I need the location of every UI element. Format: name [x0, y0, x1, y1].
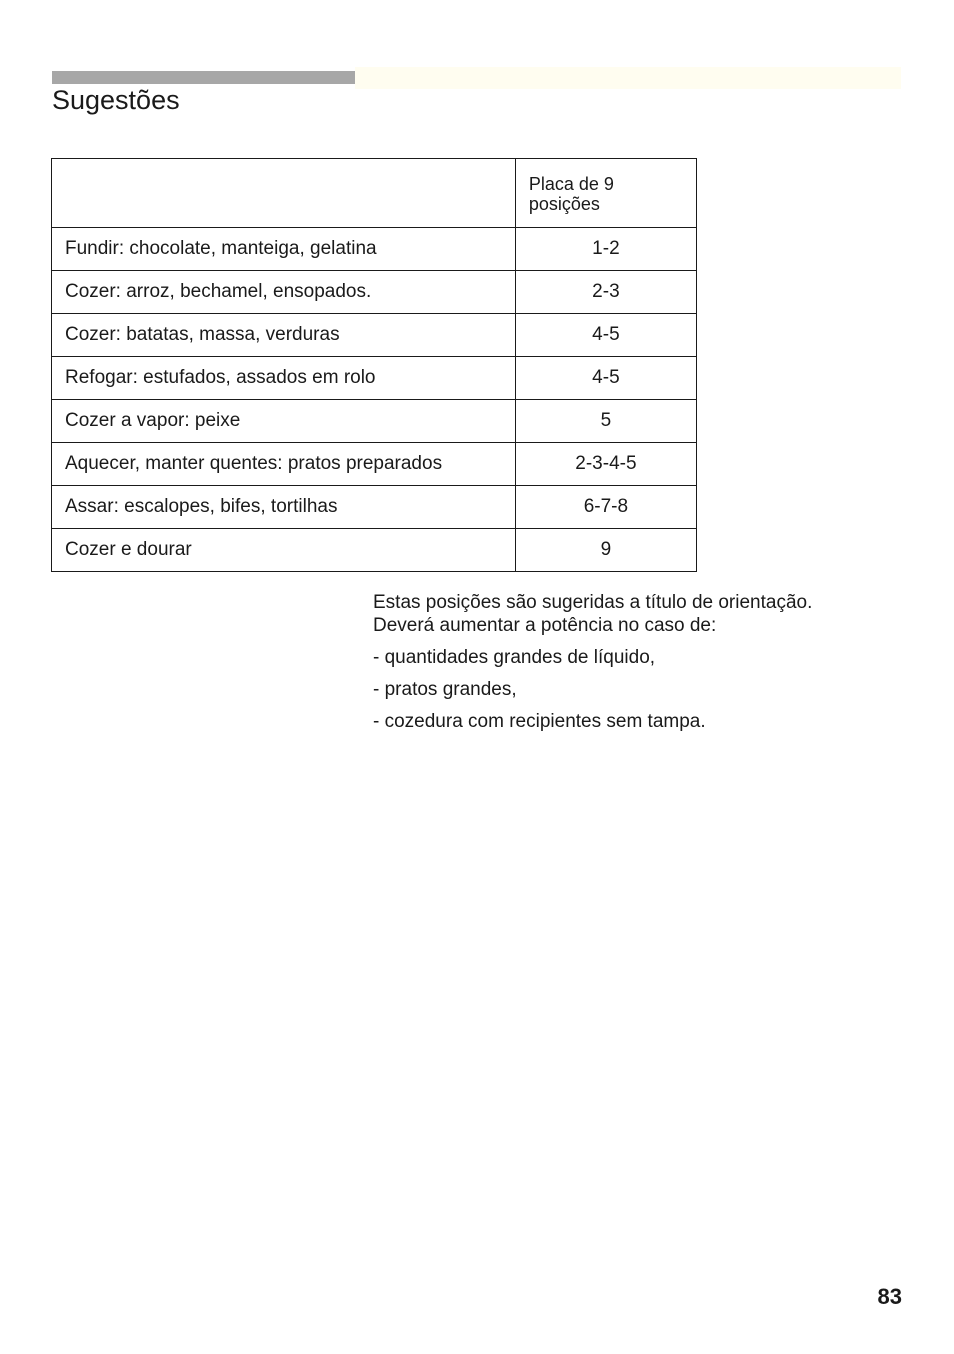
table-cell-level: 4-5	[515, 314, 696, 357]
table-row	[52, 443, 697, 486]
table-cell-food: Fundir: chocolate, manteiga, gelatina	[52, 228, 516, 271]
header-bar-cream	[355, 67, 901, 89]
table-header-food	[52, 159, 516, 228]
page-number: 83	[877, 1284, 902, 1309]
table-cell-food: Refogar: estufados, assados em rolo	[52, 357, 516, 400]
notes-bullet: - pratos grandes,	[373, 679, 517, 700]
table-row	[52, 357, 697, 400]
table-cell-food: Assar: escalopes, bifes, tortilhas	[52, 486, 516, 529]
table-cell-food: Aquecer, manter quentes: pratos preparados	[52, 443, 516, 486]
suggestions-table	[51, 158, 697, 572]
notes-block	[373, 591, 893, 742]
notes-line-2: Deverá aumentar a potência no caso de:	[373, 615, 717, 636]
table-row	[52, 228, 697, 271]
table-cell-level: 2-3	[515, 271, 696, 314]
table-header-row	[52, 159, 697, 228]
notes-intro	[373, 591, 893, 637]
table-cell-level: 9	[515, 529, 696, 572]
table-cell-food: Cozer: batatas, massa, verduras	[52, 314, 516, 357]
page-title: Sugestões	[52, 85, 180, 115]
table-cell-food: Cozer a vapor: peixe	[52, 400, 516, 443]
table-row	[52, 486, 697, 529]
table-header-level: Placa de 9 posições	[515, 159, 696, 228]
table-cell-food: Cozer: arroz, bechamel, ensopados.	[52, 271, 516, 314]
table-cell-level: 6-7-8	[515, 486, 696, 529]
table-row	[52, 271, 697, 314]
header-bar-gray	[52, 71, 355, 84]
table-cell-level: 5	[515, 400, 696, 443]
table-cell-level: 1-2	[515, 228, 696, 271]
table-cell-level: 4-5	[515, 357, 696, 400]
notes-line-1: Estas posições são sugeridas a título de orientação.	[373, 592, 813, 613]
table-cell-food: Cozer e dourar	[52, 529, 516, 572]
table-row	[52, 529, 697, 572]
table-cell-level: 2-3-4-5	[515, 443, 696, 486]
table-row	[52, 400, 697, 443]
notes-bullet: - cozedura com recipientes sem tampa.	[373, 711, 706, 732]
notes-bullet: - quantidades grandes de líquido,	[373, 647, 656, 668]
table-row	[52, 314, 697, 357]
